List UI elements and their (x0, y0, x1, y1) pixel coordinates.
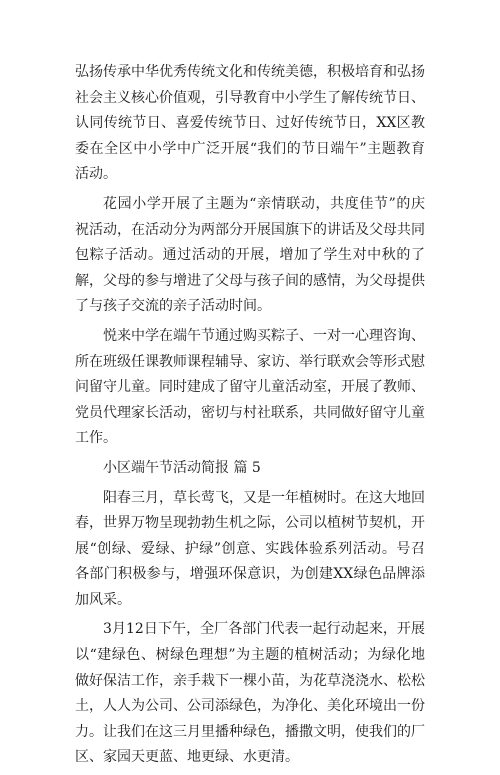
section-heading: 小区端午节活动简报 篇 5 (103, 459, 261, 476)
paragraph-yuelai-school: 悦来中学在端午节通过购买粽子、一对一心理咨询、所在班级任课教师课程辅导、家访、举行联欢会等形式慰问留守儿童。同时建成了留守儿童活动室，开展了教师、党员代理家长活动，密切与村社联系，共同做好留守儿童工作。 (75, 327, 425, 447)
document-body (75, 60, 425, 775)
paragraph-intro: 弘扬传承中华优秀传统文化和传统美德，积极培育和弘扬社会主义核心价值观，引导教育中小学生了解传统节日、认同传统节日、喜爱传统节日、过好传统节日，XX区教委在全区中小学中广泛开展“我们的节日端午”主题教育活动。 (75, 64, 425, 183)
paragraph-spring-planting: 阳春三月，草长莺飞，又是一年植树时。在这大地回春，世界万物呈现勃勃生机之际，公司以植树节契机，开展“创绿、爱绿、护绿”创意、实践体验系列活动。号召各部门积极参与，增强环保意识，为创建XX绿色品牌添加风采。 (75, 489, 425, 608)
paragraph-march-12: 3月12日下午，全厂各部门代表一起行动起来，开展以“建绿色、树绿色理想”为主题的植树活动；为绿化地做好保洁工作，亲手栽下一棵小苗，为花草浇浇水、松松土，人人为公司、公司添绿色，为净化、美化环境出一份力。让我们在这三月里播种绿色，播撒文明，使我们的厂区、家园天更蓝、地更绿、水更清。 (75, 621, 425, 766)
paragraph-huayuan-school: 花园小学开展了主题为“亲情联动，共度佳节”的庆祝活动，在活动分为两部分开展国旗下的讲话及父母共同包粽子活动。通过活动的开展，增加了学生对中秋的了解，父母的参与增进了父母与孩子间的感情，为父母提供了与孩子交流的亲子活动时间。 (75, 195, 425, 315)
